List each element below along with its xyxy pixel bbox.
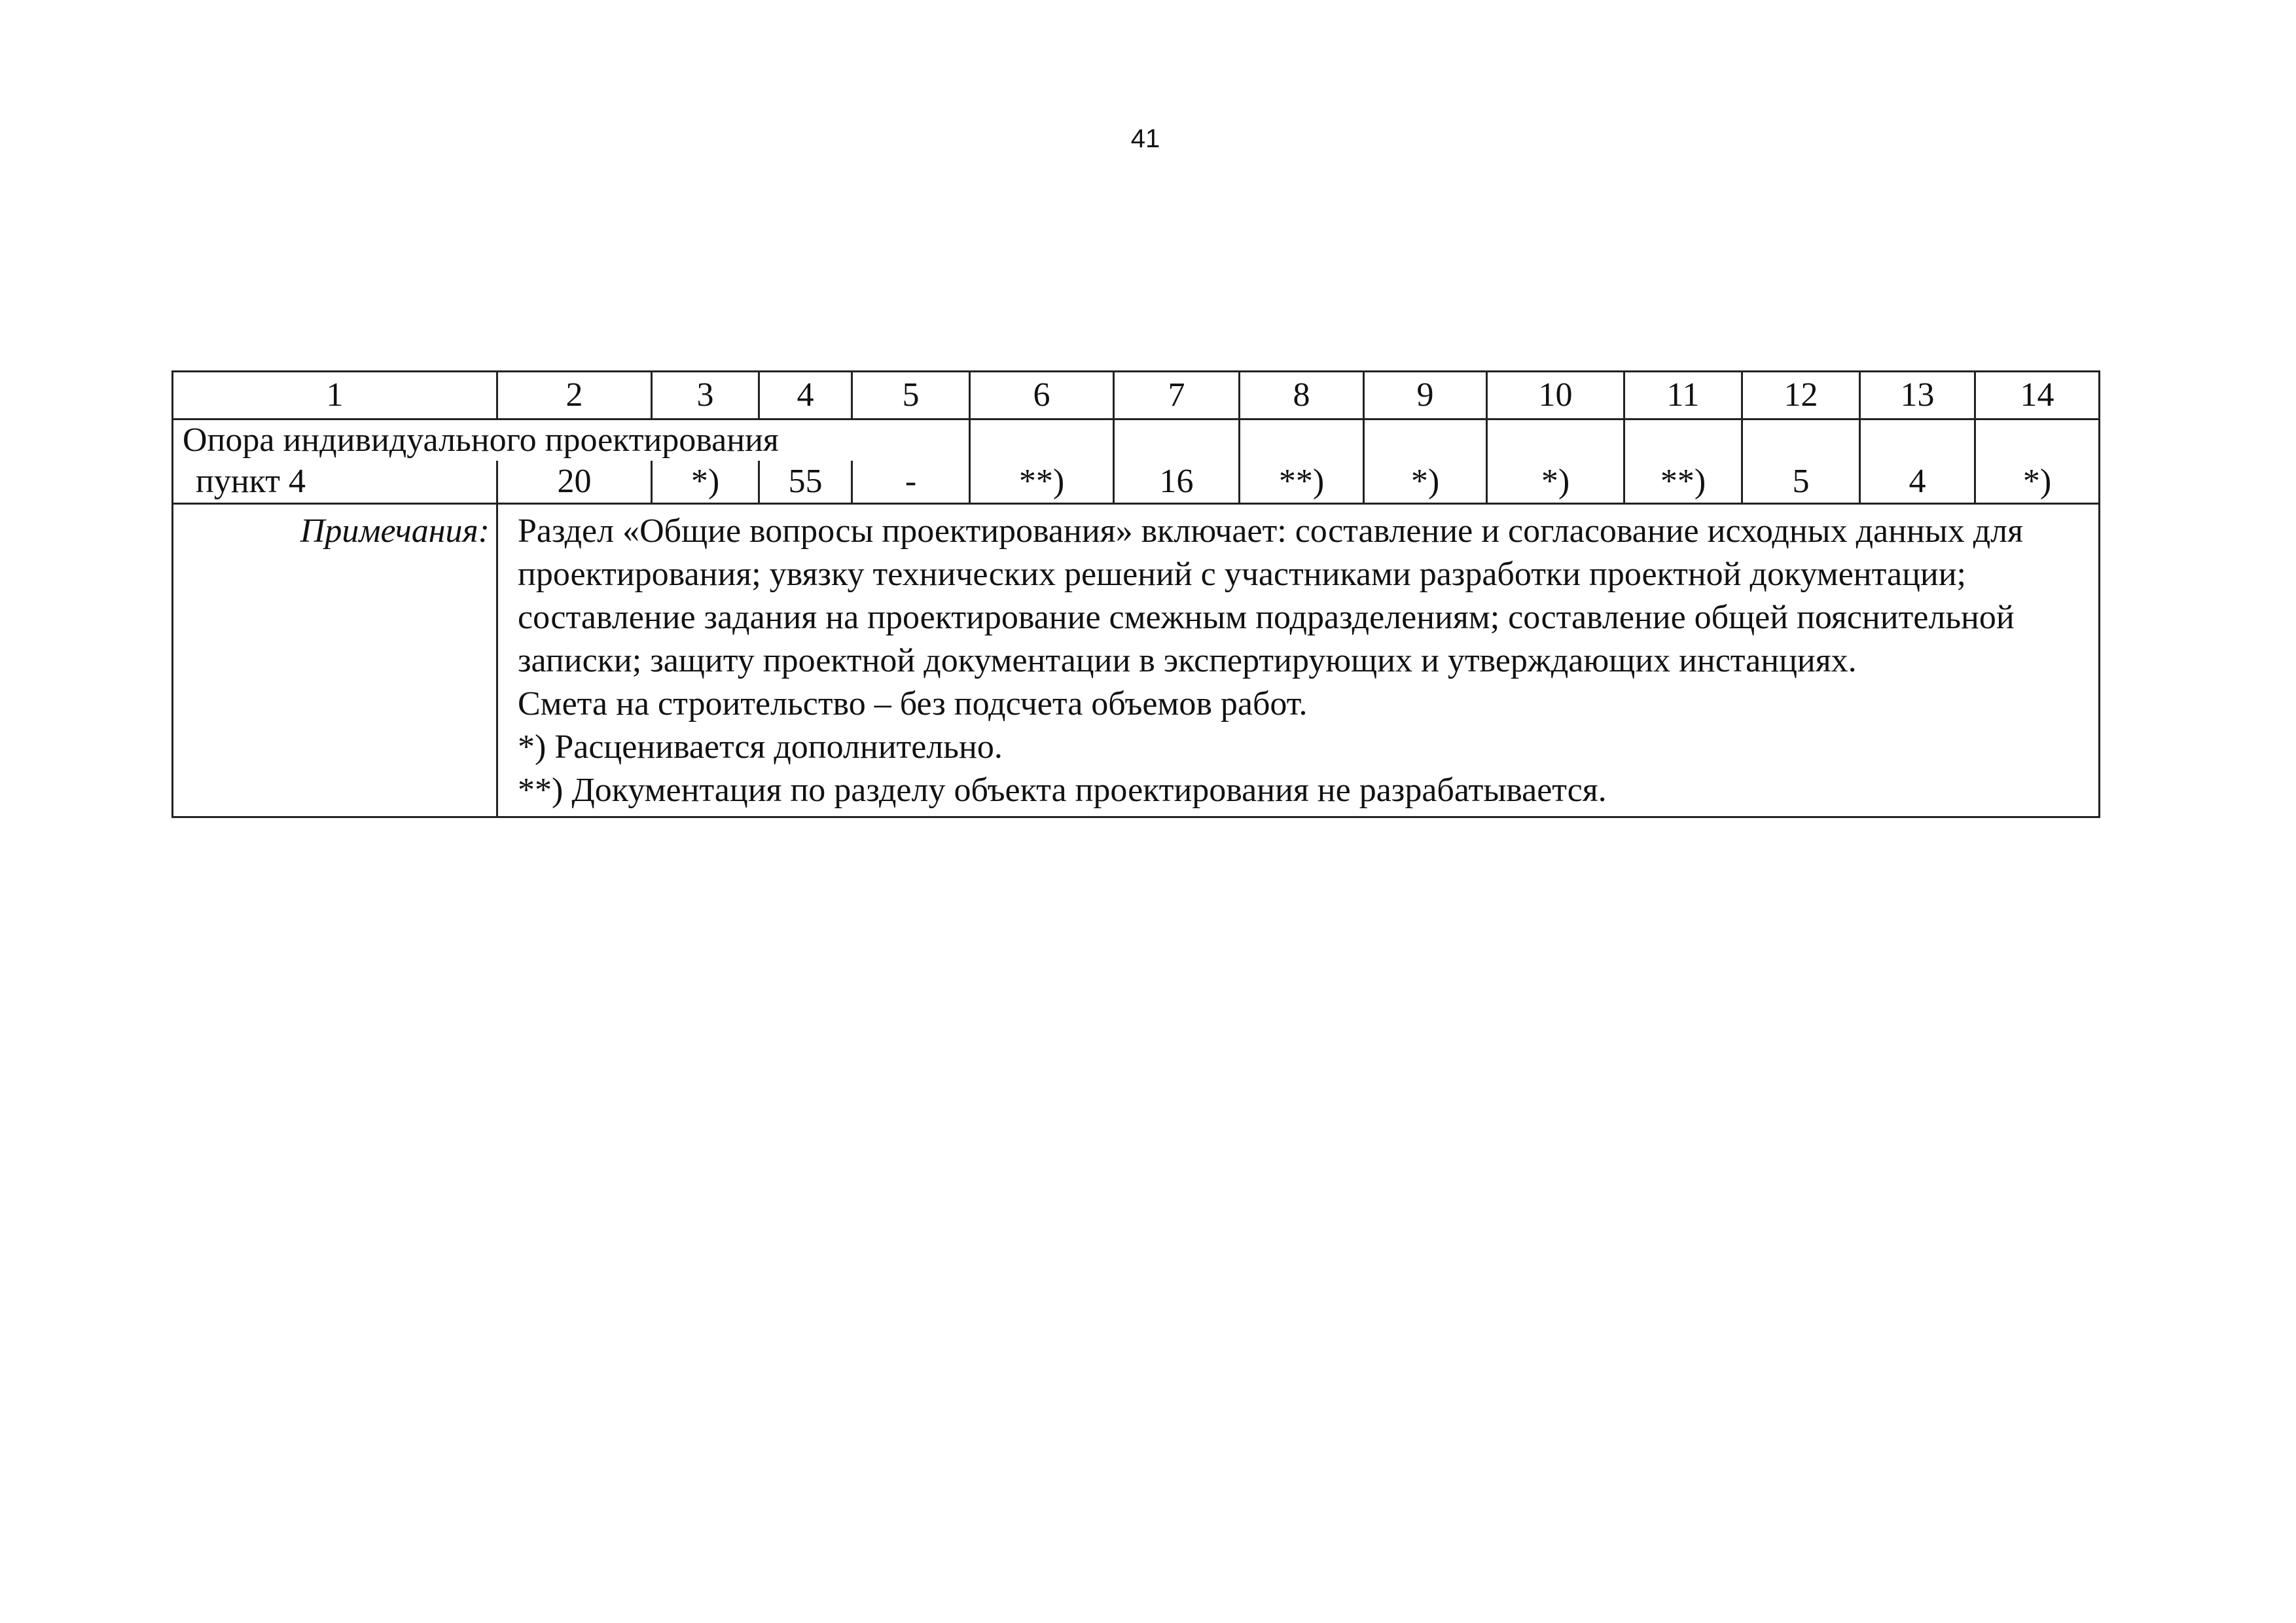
column-number-cell: 2 <box>497 372 652 419</box>
column-number-cell: 11 <box>1624 372 1742 419</box>
column-number-cell: 14 <box>1975 372 2100 419</box>
column-number-cell: 12 <box>1742 372 1860 419</box>
item-values-row <box>173 461 2100 504</box>
column-number-cell: 10 <box>1487 372 1624 419</box>
column-number-cell: 9 <box>1364 372 1487 419</box>
notes-paragraph: **) Документация по разделу объекта проектирования не разрабатывается. <box>518 772 1607 809</box>
notes-paragraph: *) Расценивается дополнительно. <box>518 728 1003 766</box>
blank-cell <box>1624 419 1742 461</box>
value-cell: - <box>852 461 970 504</box>
value-cell: 20 <box>497 461 652 504</box>
column-number-cell: 4 <box>759 372 852 419</box>
column-number-cell: 7 <box>1114 372 1240 419</box>
blank-cell <box>1975 419 2100 461</box>
column-number-cell: 6 <box>970 372 1114 419</box>
column-number-row <box>173 372 2100 419</box>
value-cell: 4 <box>1860 461 1975 504</box>
notes-paragraph: Смета на строительство – без подсчета объемов работ. <box>518 685 1308 722</box>
column-number-cell: 1 <box>173 372 497 419</box>
blank-cell <box>1240 419 1364 461</box>
column-number-cell: 3 <box>652 372 759 419</box>
item-title-row <box>173 419 2100 461</box>
blank-cell <box>1742 419 1860 461</box>
column-number-cell: 5 <box>852 372 970 419</box>
value-cell: *) <box>1487 461 1624 504</box>
value-cell: **) <box>970 461 1114 504</box>
value-cell: 16 <box>1114 461 1240 504</box>
column-number-cell: 13 <box>1860 372 1975 419</box>
value-cell: 55 <box>759 461 852 504</box>
item-title: Опора индивидуального проектирования <box>173 419 970 461</box>
blank-cell <box>970 419 1114 461</box>
notes-paragraph: Раздел «Общие вопросы проектирования» включает: составление и согласование исходных данных для проектирования; увязку технических решений с участниками разработки проектной документации; составление задания на проектирование смежным подразделениям; составление общей пояснительной записки; защиту проектной документации в экспертирующих и утверждающих инстанциях. <box>518 512 2024 679</box>
value-cell: *) <box>1364 461 1487 504</box>
value-cell: *) <box>1975 461 2100 504</box>
notes-row <box>173 504 2100 817</box>
notes-label: Примечания: <box>173 504 497 817</box>
column-number-cell: 8 <box>1240 372 1364 419</box>
value-cell: **) <box>1240 461 1364 504</box>
value-cell: 5 <box>1742 461 1860 504</box>
value-cell: *) <box>652 461 759 504</box>
value-cell: **) <box>1624 461 1742 504</box>
blank-cell <box>1364 419 1487 461</box>
item-label: пункт 4 <box>173 461 497 504</box>
blank-cell <box>1487 419 1624 461</box>
notes-body <box>497 504 2100 817</box>
rates-table <box>171 370 2100 818</box>
blank-cell <box>1114 419 1240 461</box>
page-number: 41 <box>1130 124 1160 153</box>
blank-cell <box>1860 419 1975 461</box>
